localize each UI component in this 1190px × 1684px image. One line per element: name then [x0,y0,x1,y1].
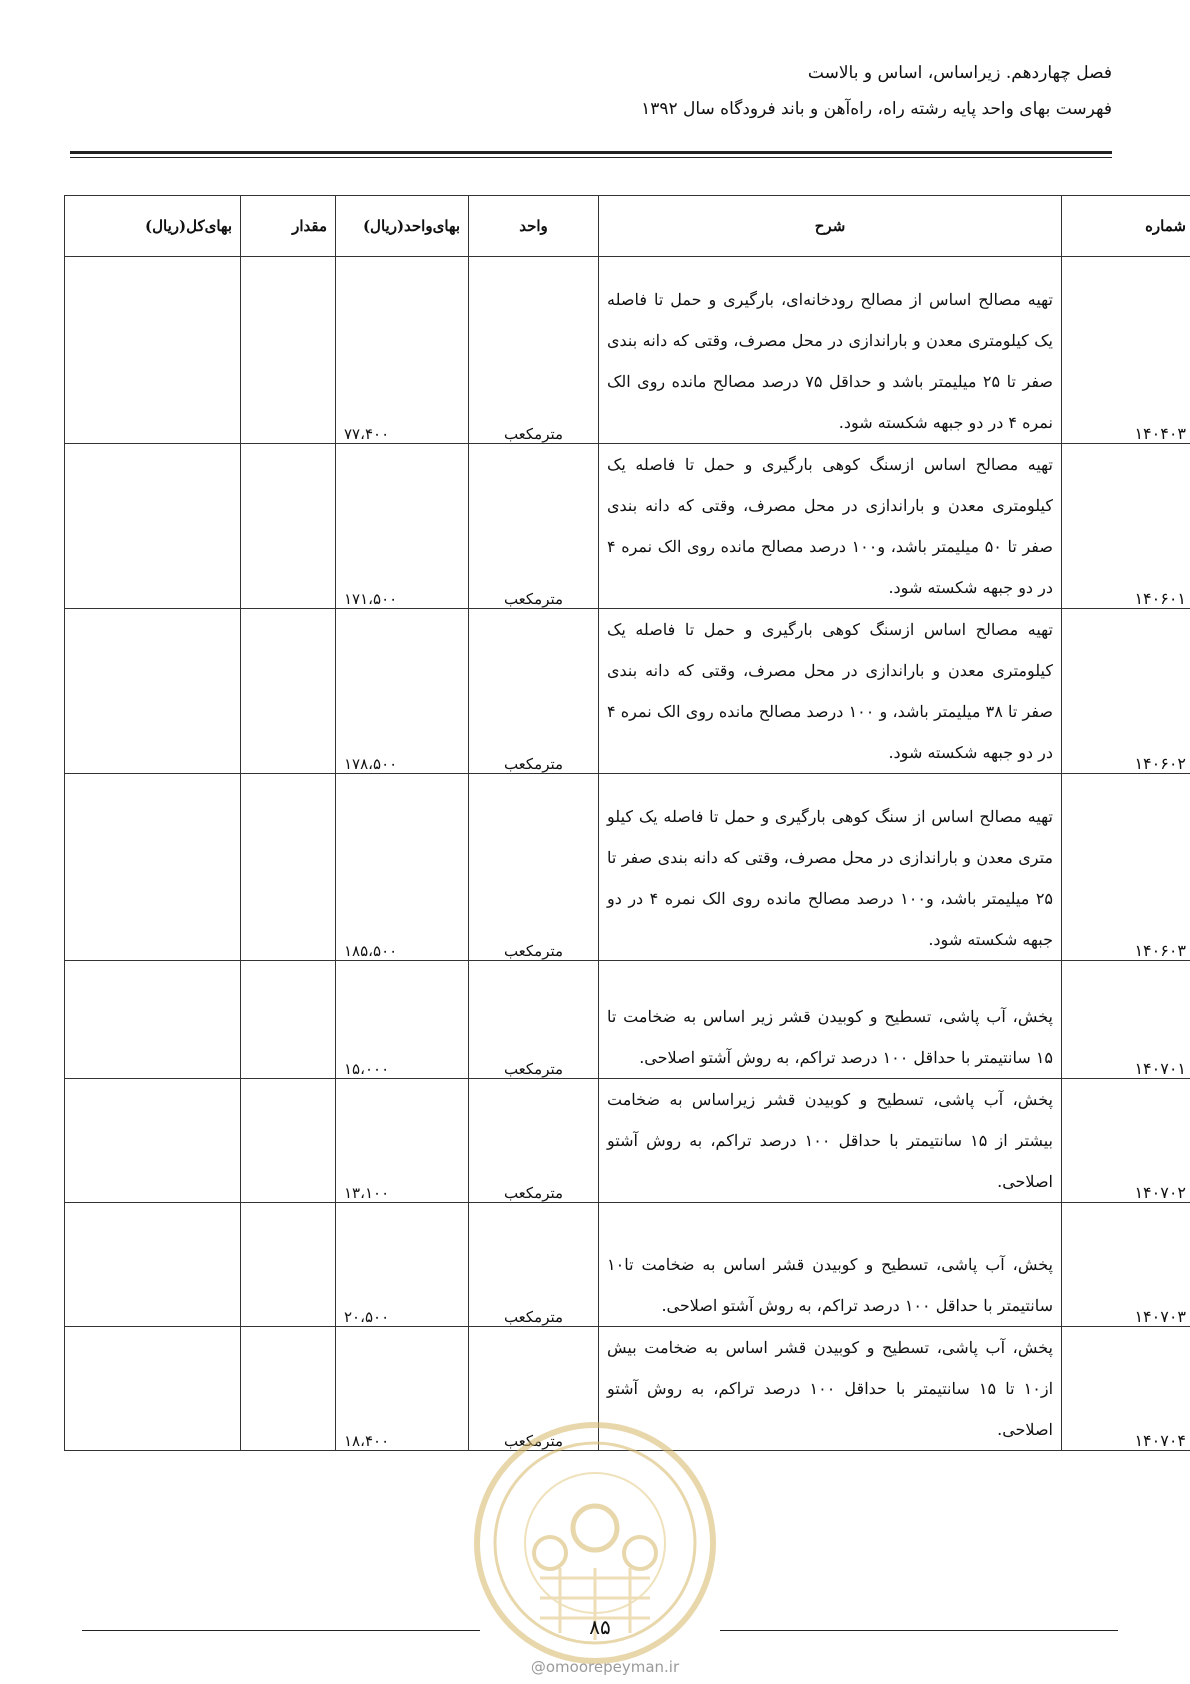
header-divider-thick [70,151,1112,154]
item-unit-price: ۷۷،۴۰۰ [336,257,469,444]
item-number: ۱۴۰۶۰۳ [1062,774,1190,961]
header-total-price: بهای‌کل(ریال) [65,196,241,257]
item-quantity [241,774,336,961]
item-unit: مترمکعب [469,444,599,609]
page-header [641,58,1112,124]
watermark-text: @omoorepeyman.ir [530,1658,680,1676]
document-subtitle: فهرست بهای واحد پایه رشته راه، راه‌آهن و باند فرودگاه سال ۱۳۹۲ [641,99,1112,119]
header-unit: واحد [469,196,599,257]
header-quantity: مقدار [241,196,336,257]
item-description: پخش، آب پاشی، تسطیح و کوبیدن قشر اساس به ضخامت تا۱۰ سانتیمتر با حداقل ۱۰۰ درصد تراکم، به روش آشتو اصلاحی. [599,1203,1062,1327]
item-number: ۱۴۰۷۰۳ [1062,1203,1190,1327]
item-unit: مترمکعب [469,1327,599,1451]
table-row [65,1203,1190,1327]
item-unit-price: ۲۰،۵۰۰ [336,1203,469,1327]
header-number: شماره [1062,196,1190,257]
item-description: پخش، آب پاشی، تسطیح و کوبیدن قشر اساس به ضخامت بیش از۱۰ تا ۱۵ سانتیمتر با حداقل ۱۰۰ درصد تراکم، به روش آشتو اصلاحی. [599,1327,1062,1451]
header-divider-thin [70,157,1112,158]
item-total-price [65,961,241,1079]
item-total-price [65,444,241,609]
item-description: تهیه مصالح اساس ازسنگ کوهی بارگیری و حمل تا فاصله یک کیلومتری معدن و باراندازی در محل مصرف، وقتی که دانه بندی صفر تا ۵۰ میلیمتر باشد، و۱۰۰ درصد مصالح مانده روی الک نمره ۴ در دو جبهه شکسته شود. [599,444,1062,609]
item-number: ۱۴۰۷۰۱ [1062,961,1190,1079]
item-description: تهیه مصالح اساس از مصالح رودخانه‌ای، بارگیری و حمل تا فاصله یک کیلومتری معدن و باراندازی در محل مصرف، وقتی که دانه بندی صفر تا ۲۵ میلیمتر باشد و حداقل ۷۵ درصد مصالح مانده روی الک نمره ۴ در دو جبهه شکسته شود. [599,257,1062,444]
item-number: ۱۴۰۴۰۳ [1062,257,1190,444]
item-number: ۱۴۰۷۰۲ [1062,1079,1190,1203]
item-number: ۱۴۰۷۰۴ [1062,1327,1190,1451]
table-row [65,257,1190,444]
item-unit: مترمکعب [469,609,599,774]
item-unit-price: ۱۵،۰۰۰ [336,961,469,1079]
item-quantity [241,961,336,1079]
item-description: پخش، آب پاشی، تسطیح و کوبیدن قشر زیر اساس به ضخامت تا ۱۵ سانتیمتر با حداقل ۱۰۰ درصد تراکم، به روش آشتو اصلاحی. [599,961,1062,1079]
table-row [65,774,1190,961]
item-quantity [241,1327,336,1451]
header-unit-price: بهای‌واحد(ریال) [336,196,469,257]
footer-line-left [82,1630,480,1631]
item-quantity [241,444,336,609]
item-unit-price: ۱۷۱،۵۰۰ [336,444,469,609]
item-quantity [241,1203,336,1327]
item-description: تهیه مصالح اساس از سنگ کوهی بارگیری و حمل تا فاصله یک کیلو متری معدن و باراندازی در محل مصرف، وقتی که دانه بندی صفر تا ۲۵ میلیمتر باشد، و۱۰۰ درصد مصالح مانده روی الک نمره ۴ در دو جبهه شکسته شود. [599,774,1062,961]
item-quantity [241,1079,336,1203]
item-unit: مترمکعب [469,257,599,444]
table-row [65,961,1190,1079]
item-number: ۱۴۰۶۰۲ [1062,609,1190,774]
item-unit: مترمکعب [469,1079,599,1203]
item-quantity [241,609,336,774]
item-unit-price: ۱۳،۱۰۰ [336,1079,469,1203]
item-quantity [241,257,336,444]
item-unit-price: ۱۸،۴۰۰ [336,1327,469,1451]
item-unit: مترمکعب [469,961,599,1079]
item-total-price [65,609,241,774]
item-unit-price: ۱۸۵،۵۰۰ [336,774,469,961]
price-list-table [64,195,1190,1451]
footer-line-right [720,1630,1118,1631]
item-total-price [65,774,241,961]
item-description: تهیه مصالح اساس ازسنگ کوهی بارگیری و حمل تا فاصله یک کیلومتری معدن و باراندازی در محل مصرف، وقتی که دانه بندی صفر تا ۳۸ میلیمتر باشد، و ۱۰۰ درصد مصالح مانده روی الک نمره ۴ در دو جبهه شکسته شود. [599,609,1062,774]
item-unit-price: ۱۷۸،۵۰۰ [336,609,469,774]
page-number: ۸۵ [589,1615,611,1639]
item-description: پخش، آب پاشی، تسطیح و کوبیدن قشر زیراساس به ضخامت بیشتر از ۱۵ سانتیمتر با حداقل ۱۰۰ درصد تراکم، به روش آشتو اصلاحی. [599,1079,1062,1203]
item-total-price [65,1079,241,1203]
item-number: ۱۴۰۶۰۱ [1062,444,1190,609]
chapter-title: فصل چهاردهم. زیراساس، اساس و بالاست [807,63,1112,83]
table-row [65,609,1190,774]
header-description: شرح [599,196,1062,257]
item-unit: مترمکعب [469,774,599,961]
table-header-row [65,196,1190,257]
item-total-price [65,1327,241,1451]
item-total-price [65,1203,241,1327]
table-row [65,1079,1190,1203]
item-unit: مترمکعب [469,1203,599,1327]
table-row [65,444,1190,609]
item-total-price [65,257,241,444]
